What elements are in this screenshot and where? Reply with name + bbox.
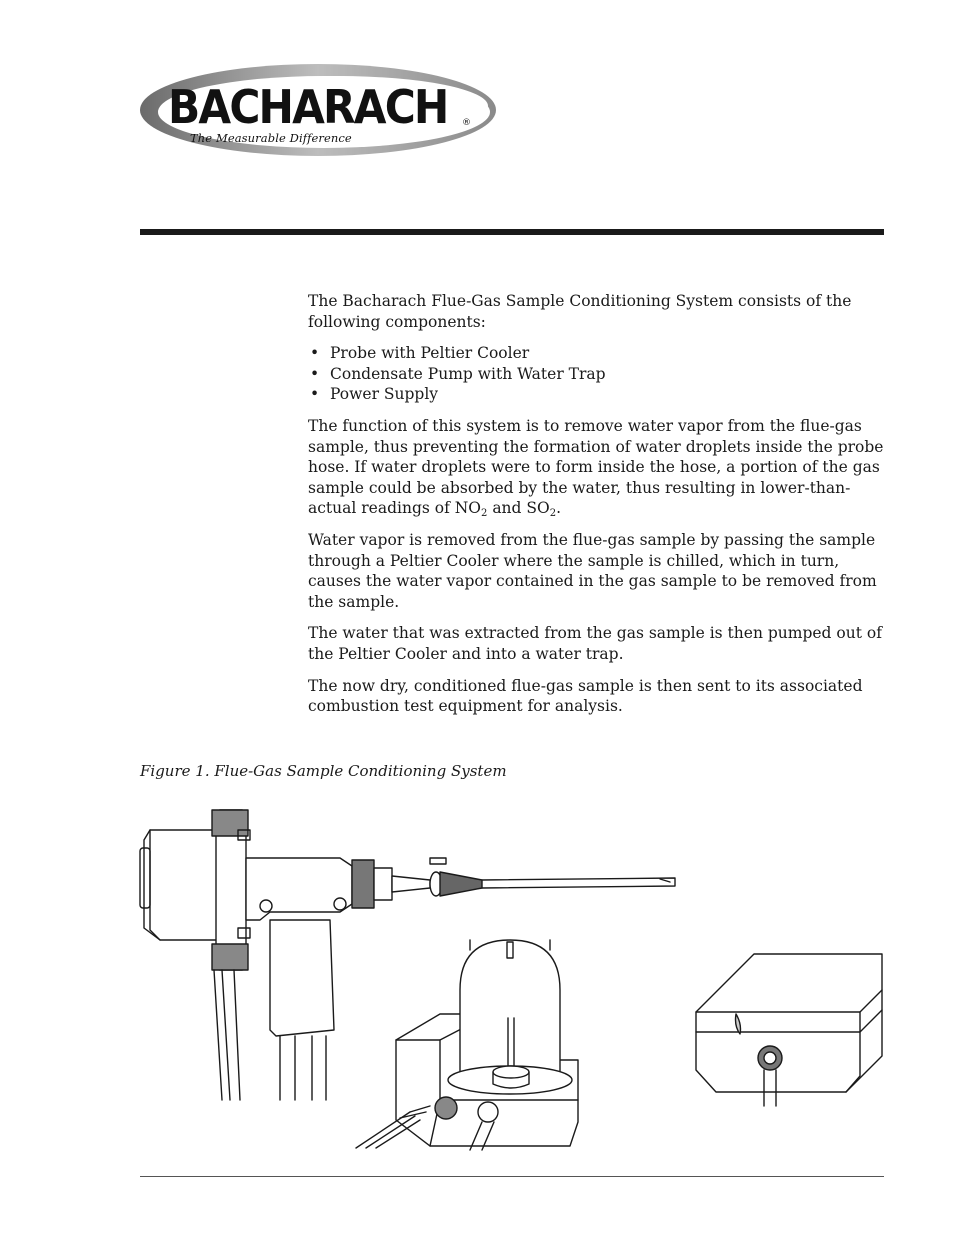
vapor-paragraph: Water vapor is removed from the flue-gas sample by passing the sample through a Peltier Cooler where the sample is chilled, which in turn, causes the water vapor contained in the gas sample to be removed from the sample. bbox=[308, 530, 877, 611]
bacharach-logo bbox=[138, 60, 498, 160]
logo-tagline: The Measurable Difference bbox=[190, 131, 352, 145]
list-item: • Power Supply bbox=[310, 385, 439, 404]
dry-paragraph: The now dry, conditioned flue-gas sample is then sent to its associated combustion test equipment for analysis. bbox=[308, 676, 863, 716]
bullet: • bbox=[310, 385, 320, 404]
header-rule bbox=[140, 229, 884, 235]
logo-registered-mark: ® bbox=[462, 118, 471, 128]
list-item: • Condensate Pump with Water Trap bbox=[310, 364, 606, 383]
intro-paragraph: The Bacharach Flue-Gas Sample Conditioning System consists of the following components: bbox=[308, 292, 852, 331]
power-supply-illustration bbox=[696, 954, 882, 1106]
function-paragraph: The function of this system is to remove water vapor from the flue-gas sample, thus preventing the formation of water droplets inside the probe hose. If water droplets were to form inside the hose, a portion of the gas sample could be absorbed by the water, thus resulting in lower-than-actual readings of $NO_2$ and $SO_2$. bbox=[308, 416, 884, 520]
list-item: • Probe with Peltier Cooler bbox=[310, 344, 530, 363]
bullet: • bbox=[310, 364, 320, 383]
pump-illustration bbox=[356, 940, 578, 1150]
logo-wordmark: BACHARACH bbox=[168, 80, 448, 134]
body-text bbox=[308, 291, 884, 728]
component-list bbox=[308, 343, 884, 405]
footer-rule bbox=[140, 1176, 884, 1177]
system-figure bbox=[130, 800, 890, 1155]
figure-caption: Figure 1. Flue-Gas Sample Conditioning System bbox=[140, 762, 507, 780]
bullet: • bbox=[310, 344, 320, 363]
water-paragraph: The water that was extracted from the gas sample is then pumped out of the Peltier Cooler and into a water trap. bbox=[308, 624, 882, 663]
